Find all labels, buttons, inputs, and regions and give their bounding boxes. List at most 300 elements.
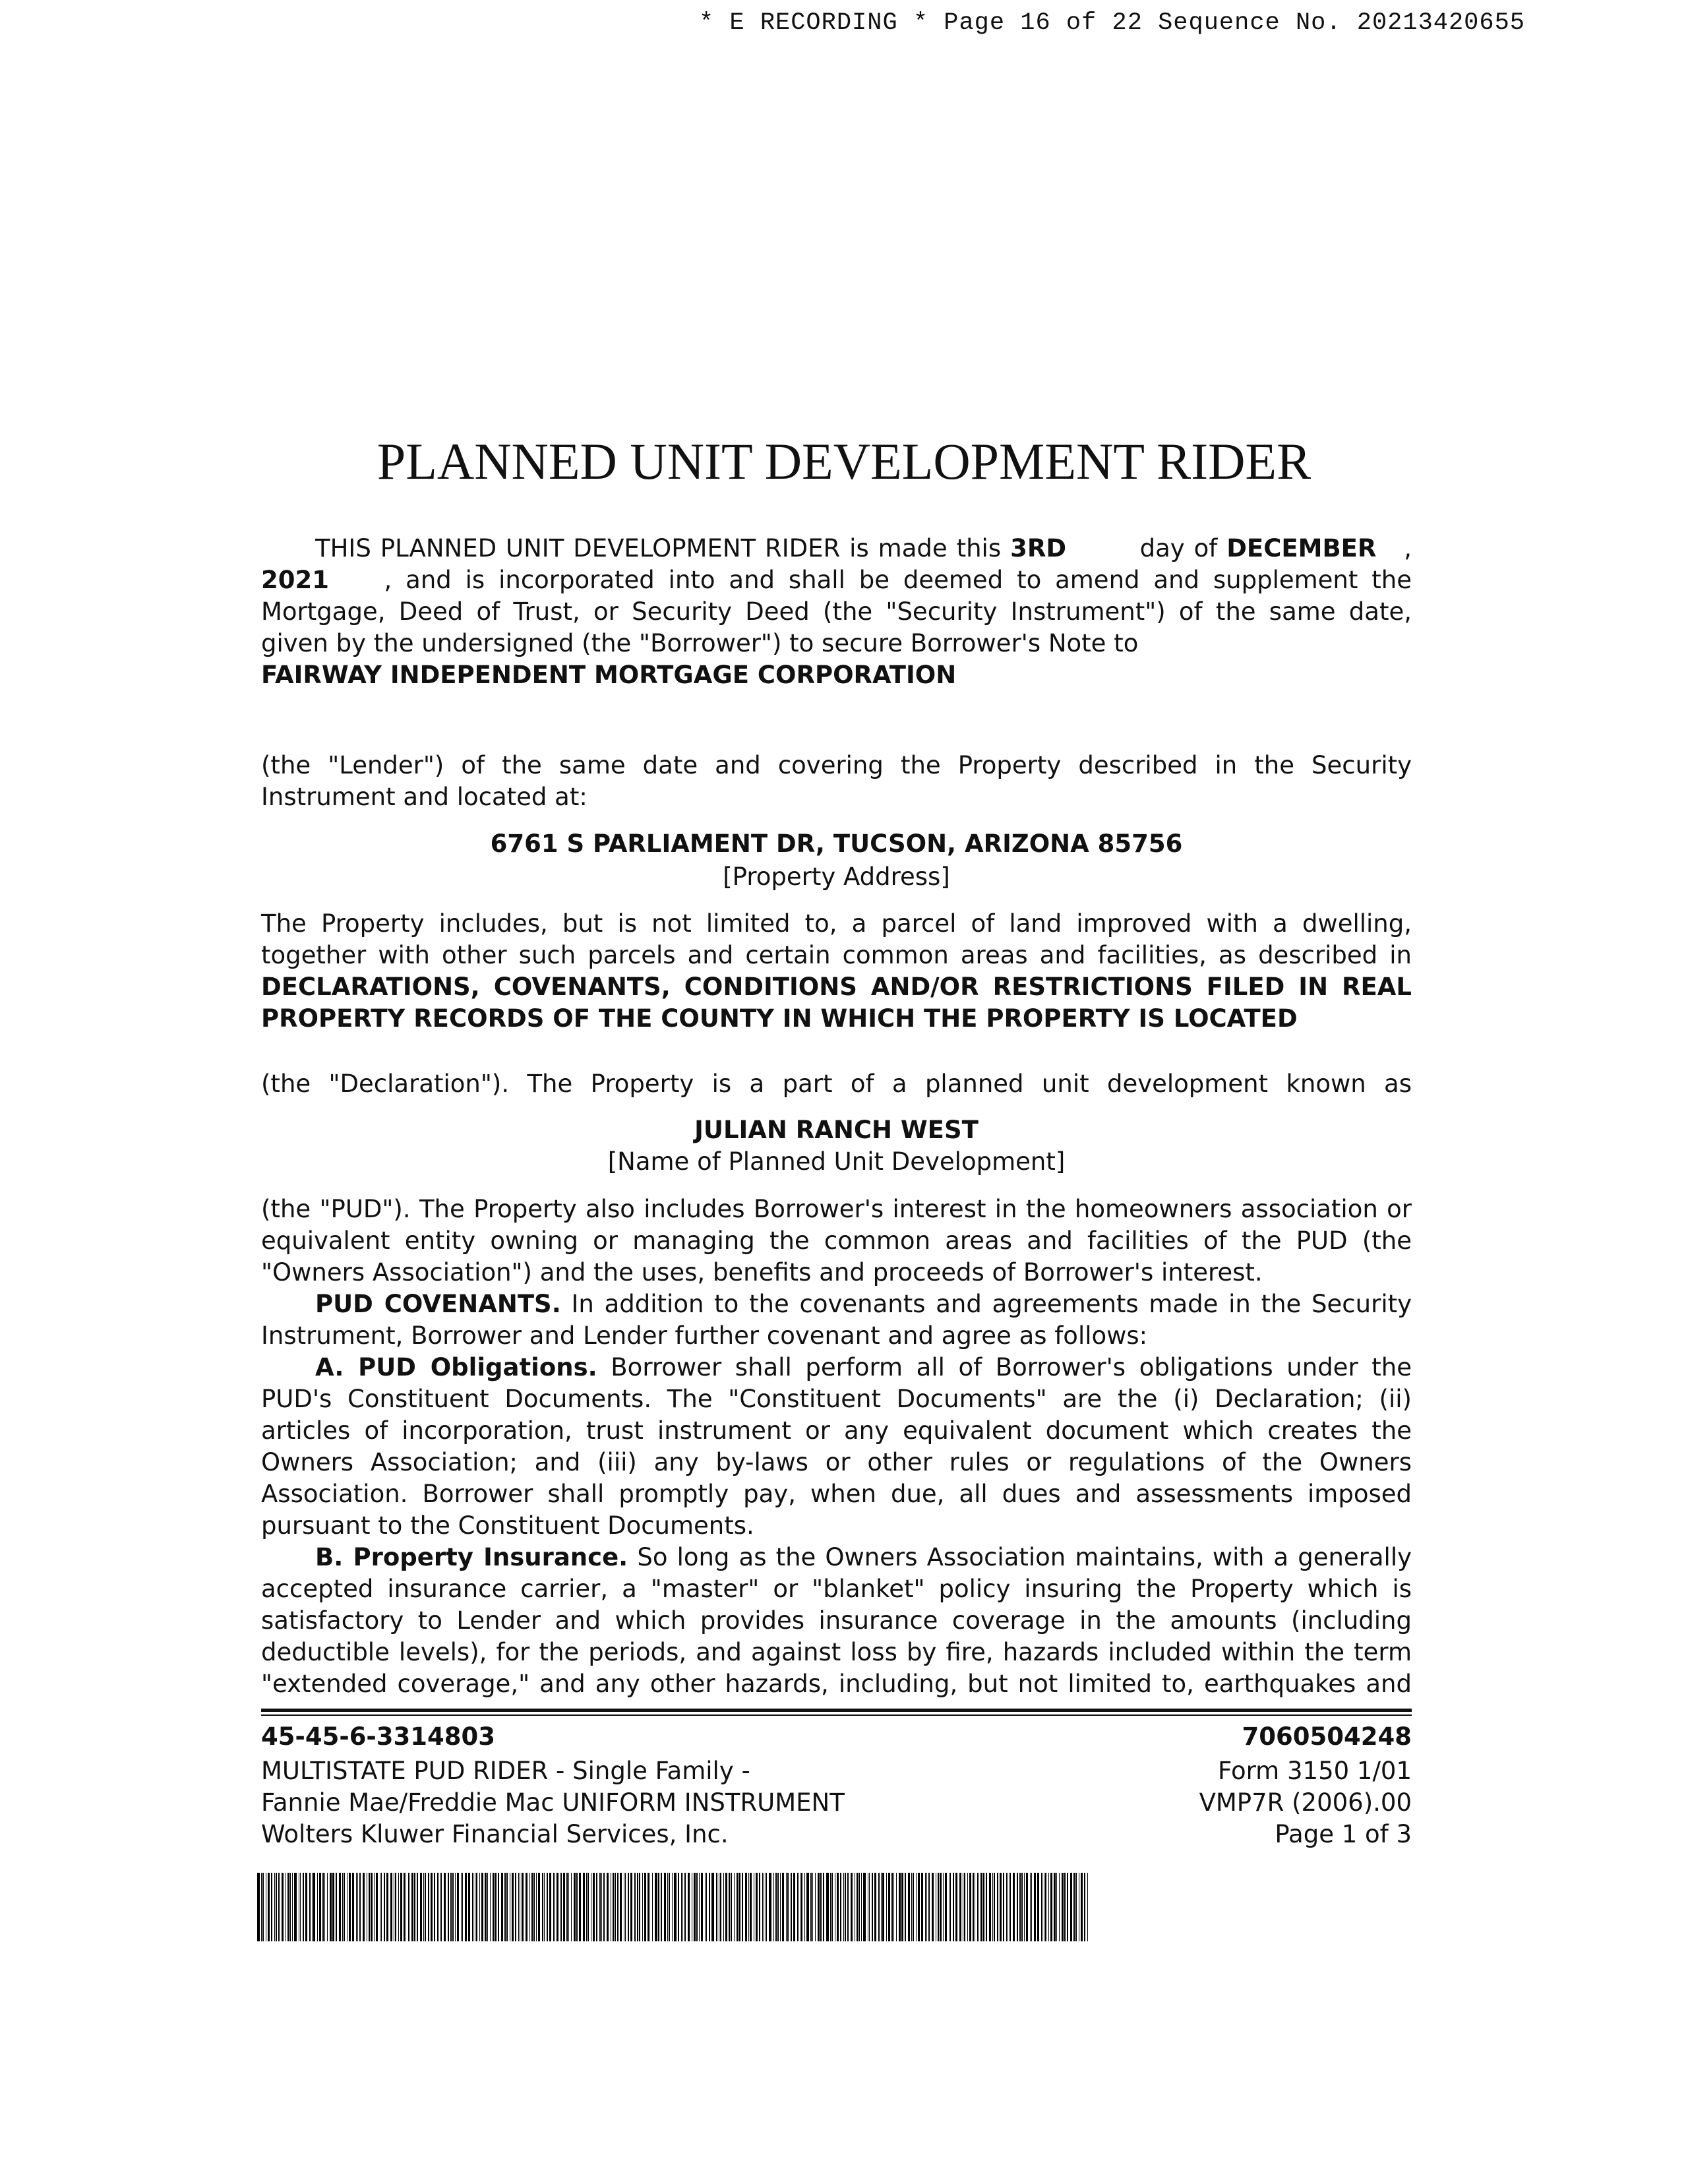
barcode-bar	[658, 1873, 659, 1941]
barcode-bar	[881, 1873, 882, 1941]
form-version: VMP7R (2006).00	[1199, 1788, 1412, 1817]
barcode-bar	[949, 1873, 950, 1941]
barcode-bar	[955, 1873, 957, 1941]
barcode-bar	[526, 1873, 528, 1941]
barcode-bar	[601, 1873, 602, 1941]
barcode-bar	[773, 1873, 774, 1941]
barcode-bar	[620, 1873, 622, 1941]
loan-number: 45-45-6-3314803	[261, 1722, 496, 1751]
barcode-bar	[688, 1873, 690, 1941]
barcode-bar	[452, 1873, 454, 1941]
barcode-bar	[506, 1873, 508, 1941]
barcode-bar	[342, 1873, 343, 1941]
barcode-bar	[1048, 1873, 1049, 1941]
barcode-bar	[294, 1873, 297, 1941]
barcode-bar	[863, 1873, 866, 1941]
barcode-bar	[845, 1873, 846, 1941]
barcode-bar	[411, 1873, 413, 1941]
barcode-bar	[593, 1873, 595, 1941]
barcode-bar	[1037, 1873, 1039, 1941]
barcode-bar	[282, 1873, 284, 1941]
barcode-bar	[566, 1873, 568, 1941]
barcode-bar	[481, 1873, 483, 1941]
barcode-bar	[444, 1873, 446, 1941]
barcode-bar	[1050, 1873, 1052, 1941]
barcode-bar	[438, 1873, 439, 1941]
barcode-bar	[498, 1873, 499, 1941]
barcode-bar	[918, 1873, 920, 1941]
barcode-bar	[359, 1873, 361, 1941]
document-title: PLANNED UNIT DEVELOPMENT RIDER	[377, 433, 1311, 490]
barcode-bar	[684, 1873, 686, 1941]
barcode-bar	[339, 1873, 341, 1941]
barcode-bar	[669, 1873, 670, 1941]
barcode-bar	[257, 1873, 260, 1941]
barcode-bar	[398, 1873, 399, 1941]
barcode-bar	[312, 1873, 313, 1941]
barcode-bar	[1054, 1873, 1056, 1941]
barcode-bar	[797, 1873, 799, 1941]
barcode-bar	[742, 1873, 743, 1941]
footer-divider	[261, 1709, 1412, 1712]
barcode-bar	[515, 1873, 516, 1941]
barcode-bar	[1006, 1873, 1007, 1941]
opening-text-1: THIS PLANNED UNIT DEVELOPMENT RIDER is made this	[315, 534, 1002, 562]
barcode-bar	[874, 1873, 876, 1941]
barcode-bar	[820, 1873, 822, 1941]
barcode-bar	[549, 1873, 551, 1941]
barcode-bar	[723, 1873, 724, 1941]
barcode-bar	[911, 1873, 912, 1941]
barcode-bar	[576, 1873, 578, 1941]
barcode-bar	[810, 1873, 812, 1941]
barcode-bar	[495, 1873, 497, 1941]
barcode-bar	[287, 1873, 289, 1941]
barcode-bar	[363, 1873, 365, 1941]
lender-paragraph	[261, 750, 1412, 813]
covenants-text: In addition to the covenants and agreements made in the Security Instrument, Borrower and Lender further covenant and agree as follows:	[261, 1290, 1412, 1350]
barcode-bar	[861, 1873, 862, 1941]
barcode-bar	[896, 1873, 897, 1941]
barcode-bar	[925, 1873, 926, 1941]
barcode-bar	[417, 1873, 418, 1941]
barcode-bar	[973, 1873, 974, 1941]
barcode-bar	[694, 1873, 696, 1941]
barcode-bar	[699, 1873, 700, 1941]
barcode-bar	[1073, 1873, 1075, 1941]
barcode-bar	[1003, 1873, 1004, 1941]
barcode-bar	[711, 1873, 714, 1941]
barcode-bar	[357, 1873, 358, 1941]
barcode-bar	[826, 1873, 829, 1941]
barcode-bar	[737, 1873, 738, 1941]
barcode-bar	[538, 1873, 540, 1941]
barcode-bar	[932, 1873, 934, 1941]
barcode-bar	[556, 1873, 557, 1941]
barcode-bar	[322, 1873, 324, 1941]
barcode-bar	[782, 1873, 784, 1941]
barcode-bar	[384, 1873, 385, 1941]
barcode-bar	[648, 1873, 649, 1941]
barcode-bar	[289, 1873, 291, 1941]
barcode-bar	[720, 1873, 721, 1941]
barcode-bar	[983, 1873, 984, 1941]
opening-day: 3RD	[1010, 534, 1067, 562]
barcode-bar	[571, 1873, 572, 1941]
barcode-bar	[818, 1873, 820, 1941]
form-line-2: Fannie Mae/Freddie Mac UNIFORM INSTRUMENT	[261, 1788, 845, 1817]
barcode-bar	[327, 1873, 328, 1941]
barcode-bar	[830, 1873, 831, 1941]
barcode-bar	[739, 1873, 740, 1941]
barcode-bar	[276, 1873, 277, 1941]
barcode-bar	[831, 1873, 833, 1941]
barcode-bar	[756, 1873, 758, 1941]
barcode-bar	[479, 1873, 480, 1941]
opening-paragraph	[261, 533, 1412, 691]
barcode-bar	[729, 1873, 730, 1941]
barcode-bar	[1045, 1873, 1046, 1941]
declaration-paragraph	[261, 1068, 1412, 1100]
barcode-bar	[1034, 1873, 1036, 1941]
barcode-bar	[324, 1873, 325, 1941]
barcode-bar	[468, 1873, 470, 1941]
barcode-bar	[522, 1873, 524, 1941]
barcode-bar	[579, 1873, 581, 1941]
barcode-bar	[655, 1873, 657, 1941]
barcode-bar	[450, 1873, 452, 1941]
barcode-bar	[434, 1873, 435, 1941]
barcode-bar	[472, 1873, 473, 1941]
barcode-bar	[642, 1873, 643, 1941]
barcode-bar	[557, 1873, 558, 1941]
barcode-bar	[652, 1873, 653, 1941]
barcode-bar	[634, 1873, 636, 1941]
barcode-bar	[303, 1873, 304, 1941]
barcode-bar	[309, 1873, 311, 1941]
form-number: Form 3150 1/01	[1218, 1757, 1412, 1785]
barcode-bar	[940, 1873, 942, 1941]
opening-text-2: day of	[1139, 534, 1218, 562]
barcode-bar	[989, 1873, 991, 1941]
opening-year: 2021	[261, 566, 329, 594]
form-description	[261, 1755, 845, 1850]
barcode-bar	[731, 1873, 732, 1941]
barcode-bar	[913, 1873, 914, 1941]
barcode-bar	[851, 1873, 853, 1941]
barcode-bar	[888, 1873, 890, 1941]
barcode-bar	[278, 1873, 280, 1941]
section-b-paragraph	[261, 1542, 1412, 1700]
section-a-heading: A. PUD Obligations.	[315, 1353, 597, 1381]
barcode-bar	[390, 1873, 392, 1941]
barcode-bar	[639, 1873, 640, 1941]
barcode-bar	[437, 1873, 438, 1941]
barcode-bar	[886, 1873, 887, 1941]
barcode-bar	[292, 1873, 293, 1941]
property-paragraph	[261, 908, 1412, 1035]
barcode-bar	[872, 1873, 873, 1941]
barcode-bar	[905, 1873, 906, 1941]
barcode-bar	[926, 1873, 927, 1941]
barcode-bar	[705, 1873, 706, 1941]
barcode-bar	[1031, 1873, 1032, 1941]
barcode-bar	[1030, 1873, 1031, 1941]
barcode-bar	[716, 1873, 717, 1941]
barcode-bar	[428, 1873, 429, 1941]
barcode-bar	[547, 1873, 548, 1941]
barcode-bar	[843, 1873, 844, 1941]
barcode-bar	[916, 1873, 917, 1941]
footer-divider-thin	[261, 1714, 1412, 1716]
barcode-bar	[607, 1873, 609, 1941]
barcode-bar	[869, 1873, 870, 1941]
barcode-bar	[613, 1873, 614, 1941]
barcode-bar	[1087, 1873, 1088, 1941]
barcode-bar	[1062, 1873, 1064, 1941]
barcode-bar	[750, 1873, 752, 1941]
barcode-bar	[967, 1873, 968, 1941]
barcode-bar	[1017, 1873, 1018, 1941]
barcode	[257, 1873, 1095, 1941]
section-a-paragraph	[261, 1352, 1412, 1542]
barcode-bar	[1026, 1873, 1028, 1941]
barcode-bar	[376, 1873, 378, 1941]
barcode-bar	[425, 1873, 426, 1941]
barcode-bar	[553, 1873, 555, 1941]
barcode-bar	[414, 1873, 415, 1941]
barcode-bar	[745, 1873, 747, 1941]
barcode-bar	[1070, 1873, 1072, 1941]
barcode-bar	[964, 1873, 965, 1941]
barcode-bar	[1056, 1873, 1057, 1941]
barcode-bar	[994, 1873, 995, 1941]
barcode-bar	[490, 1873, 491, 1941]
document-number: 7060504248	[1242, 1722, 1412, 1751]
barcode-bar	[617, 1873, 618, 1941]
barcode-bar	[271, 1873, 272, 1941]
barcode-bar	[262, 1873, 264, 1941]
pud-name: JULIAN RANCH WEST	[694, 1116, 979, 1144]
barcode-bar	[793, 1873, 795, 1941]
barcode-bar	[943, 1873, 944, 1941]
form-line-1: MULTISTATE PUD RIDER - Single Family -	[261, 1757, 750, 1785]
barcode-bar	[953, 1873, 954, 1941]
barcode-bar	[1010, 1873, 1011, 1941]
barcode-bar	[583, 1873, 585, 1941]
barcode-bar	[568, 1873, 569, 1941]
barcode-bar	[423, 1873, 424, 1941]
barcode-bar	[404, 1873, 405, 1941]
barcode-bar	[518, 1873, 519, 1941]
form-line-3: Wolters Kluwer Financial Services, Inc.	[261, 1820, 729, 1848]
barcode-bar	[969, 1873, 971, 1941]
barcode-bar	[667, 1873, 668, 1941]
barcode-bar	[938, 1873, 939, 1941]
recording-header: * E RECORDING * Page 16 of 22 Sequence No. 20213420655	[699, 9, 1525, 37]
section-b-heading: B. Property Insurance.	[315, 1543, 628, 1571]
barcode-bar	[1075, 1873, 1077, 1941]
property-address: 6761 S PARLIAMENT DR, TUCSON, ARIZONA 85756	[490, 830, 1183, 858]
barcode-bar	[696, 1873, 698, 1941]
opening-text-4: , and is incorporated into and shall be deemed to amend and supplement the Mortgage, Deed of Trust, or Security Deed (the "Security Instrument") of the same date, given by the undersigned (the "Borrower") to secure Borrower's Note to	[261, 566, 1412, 657]
barcode-bar	[921, 1873, 923, 1941]
barcode-bar	[786, 1873, 787, 1941]
barcode-bar	[603, 1873, 605, 1941]
pud-name-block	[261, 1114, 1412, 1178]
barcode-bar	[980, 1873, 982, 1941]
opening-text-3: ,	[1404, 534, 1412, 562]
barcode-bar	[356, 1873, 357, 1941]
declaration-text: (the "Declaration"). The Property is a part of a planned unit development known as	[261, 1070, 1412, 1098]
barcode-bar	[672, 1873, 673, 1941]
barcode-bar	[560, 1873, 562, 1941]
barcode-bar	[777, 1873, 779, 1941]
barcode-bar	[637, 1873, 638, 1941]
barcode-bar	[374, 1873, 375, 1941]
barcode-bar	[630, 1873, 632, 1941]
barcode-bar	[945, 1873, 947, 1941]
covenants-heading: PUD COVENANTS.	[315, 1290, 561, 1318]
barcode-bar	[661, 1873, 662, 1941]
barcode-bar	[901, 1873, 903, 1941]
barcode-bar	[512, 1873, 514, 1941]
barcode-bar	[476, 1873, 477, 1941]
barcode-bar	[840, 1873, 841, 1941]
barcode-bar	[681, 1873, 682, 1941]
barcode-bar	[725, 1873, 727, 1941]
barcode-bar	[908, 1873, 910, 1941]
property-address-caption: [Property Address]	[723, 863, 950, 891]
barcode-bar	[748, 1873, 749, 1941]
barcode-bar	[332, 1873, 334, 1941]
barcode-bar	[780, 1873, 781, 1941]
barcode-bar	[371, 1873, 373, 1941]
declaration-name: DECLARATIONS, COVENANTS, CONDITIONS AND/OR RESTRICTIONS FILED IN REAL PROPERTY RECORDS OF THE COUNTY IN WHICH THE PROPERTY IS LOCATED	[261, 973, 1412, 1033]
barcode-bar	[313, 1873, 315, 1941]
barcode-bar	[709, 1873, 710, 1941]
barcode-bar	[317, 1873, 318, 1941]
barcode-bar	[706, 1873, 707, 1941]
barcode-bar	[837, 1873, 839, 1941]
barcode-bar	[349, 1873, 351, 1941]
barcode-bar	[734, 1873, 735, 1941]
barcode-bar	[485, 1873, 487, 1941]
barcode-bar	[762, 1873, 763, 1941]
barcode-bar	[381, 1873, 382, 1941]
barcode-bar	[493, 1873, 495, 1941]
covenants-body	[261, 1194, 1412, 1700]
barcode-bar	[1000, 1873, 1002, 1941]
barcode-bar	[682, 1873, 683, 1941]
barcode-bar	[352, 1873, 354, 1941]
covenants-paragraph	[261, 1289, 1412, 1352]
barcode-bar	[440, 1873, 442, 1941]
barcode-bar	[959, 1873, 961, 1941]
barcode-bar	[588, 1873, 589, 1941]
barcode-bar	[268, 1873, 270, 1941]
barcode-bar	[992, 1873, 993, 1941]
barcode-bar	[599, 1873, 601, 1941]
section-a-text: Borrower shall perform all of Borrower's obligations under the PUD's Constituent Documents. The "Constituent Documents" are the (i) Declaration; (ii) articles of incorporation, trust instrument or any equivalent document which creates the Owners Association; and (iii) any by-laws or other rules or regulations of the Owners Association. Borrower shall promptly pay, when due, all dues and assessments imposed pursuant to the Constituent Documents.	[261, 1353, 1412, 1540]
barcode-bar	[812, 1873, 813, 1941]
barcode-bar	[386, 1873, 388, 1941]
barcode-bar	[1019, 1873, 1021, 1941]
barcode-bar	[859, 1873, 860, 1941]
barcode-bar	[893, 1873, 894, 1941]
property-address-block	[261, 828, 1412, 894]
pud-paragraph: (the "PUD"). The Property also includes Borrower's interest in the homeowners association or equivalent entity owning or managing the common areas and facilities of the PUD (the "Owners Association") and the uses, benefits and proceeds of Borrower's interest.	[261, 1195, 1412, 1287]
barcode-bar	[878, 1873, 880, 1941]
barcode-bar	[455, 1873, 456, 1941]
barcode-bar	[649, 1873, 650, 1941]
barcode-bar	[586, 1873, 587, 1941]
barcode-bar	[801, 1873, 802, 1941]
barcode-bar	[1067, 1873, 1068, 1941]
barcode-bar	[336, 1873, 337, 1941]
barcode-bar	[950, 1873, 951, 1941]
barcode-bar	[261, 1873, 262, 1941]
barcode-bar	[300, 1873, 301, 1941]
barcode-bar	[369, 1873, 370, 1941]
barcode-bar	[596, 1873, 597, 1941]
page-number: Page 1 of 3	[1275, 1820, 1412, 1848]
barcode-bar	[644, 1873, 646, 1941]
barcode-bar	[504, 1873, 506, 1941]
lender-name: FAIRWAY INDEPENDENT MORTGAGE CORPORATION	[261, 661, 957, 689]
barcode-bar	[1084, 1873, 1085, 1941]
barcode-bar	[457, 1873, 459, 1941]
barcode-bar	[533, 1873, 535, 1941]
barcode-bar	[420, 1873, 422, 1941]
barcode-bar	[563, 1873, 565, 1941]
barcode-bar	[462, 1873, 463, 1941]
barcode-bar	[319, 1873, 321, 1941]
barcode-bar	[625, 1873, 626, 1941]
barcode-bar	[775, 1873, 777, 1941]
barcode-bar	[448, 1873, 449, 1941]
barcode-bar	[759, 1873, 760, 1941]
barcode-bar	[882, 1873, 884, 1941]
barcode-bar	[857, 1873, 858, 1941]
barcode-bar	[986, 1873, 987, 1941]
barcode-bar	[997, 1873, 998, 1941]
barcode-bar	[1081, 1873, 1083, 1941]
opening-month: DECEMBER	[1226, 534, 1377, 562]
barcode-bar	[628, 1873, 629, 1941]
barcode-bar	[791, 1873, 792, 1941]
barcode-bar	[531, 1873, 533, 1941]
barcode-bar	[615, 1873, 616, 1941]
section-b-text: So long as the Owners Association maintains, with a generally accepted insurance carrier, a "master" or "blanket" policy insuring the Property which is satisfactory to Lender and which provides insurance coverage in the amounts (including deductible levels), for the periods, and against loss by fire, hazards included within the term "extended coverage," and any other hazards, including, but not limited to, earthquakes and	[261, 1543, 1412, 1698]
barcode-bar	[787, 1873, 789, 1941]
barcode-bar	[899, 1873, 901, 1941]
barcode-bar	[804, 1873, 805, 1941]
barcode-bar	[461, 1873, 462, 1941]
property-text: The Property includes, but is not limited to, a parcel of land improved with a dwelling, together with other such parcels and certain common areas and facilities, as described in	[261, 909, 1412, 969]
barcode-bar	[1013, 1873, 1015, 1941]
barcode-bar	[769, 1873, 771, 1941]
barcode-bar	[536, 1873, 537, 1941]
lender-text: (the "Lender") of the same date and covering the Property described in the Security Instrument and located at:	[261, 751, 1412, 811]
barcode-bar	[465, 1873, 467, 1941]
barcode-bar	[431, 1873, 433, 1941]
barcode-bar	[977, 1873, 979, 1941]
barcode-bar	[344, 1873, 345, 1941]
barcode-bar	[766, 1873, 767, 1941]
form-identifiers	[1199, 1755, 1412, 1850]
barcode-bar	[487, 1873, 488, 1941]
